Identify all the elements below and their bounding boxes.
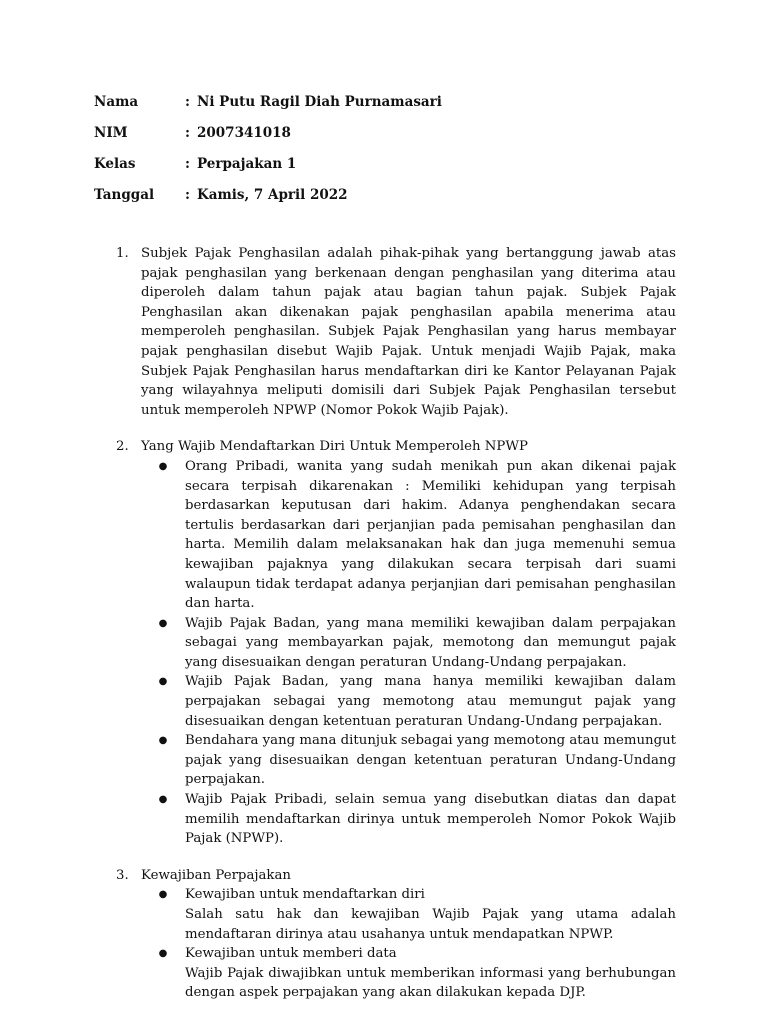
bullet-icon: ● — [158, 948, 168, 960]
info-value: 2007341018 — [197, 124, 291, 141]
bullet-icon: ● — [158, 889, 168, 901]
answer-section-2 — [116, 437, 676, 848]
bullet-icon: ● — [158, 460, 168, 472]
bullet-icon: ● — [158, 617, 168, 629]
info-separator: : — [185, 186, 190, 203]
list-item — [141, 944, 676, 1003]
list-item — [141, 885, 676, 944]
bullet-text: Wajib Pajak Badan, yang mana memiliki kewajiban dalam perpajakan sebagai yang membayarkan pajak, memotong dan memungut pajak yang disesuaikan dengan peraturan Undang-Undang perpajakan. — [185, 615, 676, 670]
bullet-list — [141, 457, 676, 849]
info-separator: : — [185, 124, 190, 141]
section-number: 3. — [116, 867, 129, 883]
list-item — [141, 457, 676, 614]
bullet-list — [141, 885, 676, 1003]
bullet-heading: Kewajiban untuk memberi data — [185, 946, 397, 962]
section-title: Yang Wajib Mendaftarkan Diri Untuk Memperoleh NPWP — [141, 439, 528, 455]
bullet-icon: ● — [158, 735, 168, 747]
section-number: 1. — [116, 246, 129, 261]
bullet-text: Bendahara yang mana ditunjuk sebagai yang memotong atau memungut pajak yang disesuaikan dengan ketentuan peraturan Undang-Undang perpajakan. — [185, 733, 677, 788]
list-item — [141, 790, 676, 849]
bullet-icon: ● — [158, 676, 168, 688]
list-item — [141, 614, 676, 673]
info-label: Tanggal — [94, 186, 155, 203]
info-value: Perpajakan 1 — [197, 155, 297, 172]
list-item — [141, 731, 676, 790]
bullet-icon: ● — [158, 794, 168, 806]
section-number: 2. — [116, 439, 129, 455]
info-label: Kelas — [94, 155, 136, 172]
list-item — [141, 672, 676, 731]
section-title: Kewajiban Perpajakan — [141, 867, 291, 883]
info-row-nama — [94, 86, 654, 117]
info-label: Nama — [94, 93, 139, 110]
bullet-heading: Kewajiban untuk mendaftarkan diri — [185, 887, 425, 903]
info-row-kelas — [94, 148, 654, 179]
bullet-text: Orang Pribadi, wanita yang sudah menikah pun akan dikenai pajak secara terpisah dikarenakan : Memiliki kehidupan yang terpisah berdasarkan keputusan dari hakim. Adanya penghendakan secara tertulis berdasarkan dari perjanjian pada pemisahan penghasilan dan harta. Memilih dalam melaksanakan hak dan juga memenuhi semua kewajiban pajaknya yang dilakukan secara terpisah dari suami walaupun tidak terdapat adanya perjanjian dari pemisahan penghasilan dan harta. — [185, 458, 676, 612]
bullet-text: Wajib Pajak Badan, yang mana hanya memiliki kewajiban dalam perpajakan sebagai yang memotong atau memungut pajak yang disesuaikan dengan ketentuan peraturan Undang-Undang perpajakan. — [185, 674, 676, 729]
info-row-tanggal — [94, 179, 654, 210]
answer-section-1 — [116, 244, 676, 420]
bullet-description: Salah satu hak dan kewajiban Wajib Pajak yang utama adalah mendaftaran dirinya atau usahanya untuk mendapatkan NPWP. — [185, 907, 676, 942]
info-label: NIM — [94, 124, 128, 141]
section-paragraph: Subjek Pajak Penghasilan adalah pihak-pihak yang bertanggung jawab atas pajak penghasilan yang berkenaan dengan penghasilan yang diterima atau diperoleh dalam tahun pajak atau bagian tahun pajak. Subjek Pajak Penghasilan akan dikenakan pajak penghasilan apabila menerima atau memperoleh penghasilan. Subjek Pajak Penghasilan yang harus membayar pajak penghasilan disebut Wajib Pajak. Untuk menjadi Wajib Pajak, maka Subjek Pajak Penghasilan harus mendaftarkan diri ke Kantor Pelayanan Pajak yang wilayahnya meliputi domisili dari Subjek Pajak Penghasilan tersebut untuk memperoleh NPWP (Nomor Pokok Wajib Pajak). — [141, 246, 676, 418]
student-info-header — [94, 86, 654, 210]
bullet-description: Wajib Pajak diwajibkan untuk memberikan informasi yang berhubungan dengan aspek perpajakan yang akan dilakukan kepada DJP. — [185, 965, 676, 1001]
answer-list — [116, 244, 676, 1020]
bullet-text: Wajib Pajak Pribadi, selain semua yang disebutkan diatas dan dapat memilih mendaftarkan dirinya untuk memperoleh Nomor Pokok Wajib Pajak (NPWP). — [185, 792, 676, 847]
answer-section-3 — [116, 866, 676, 1003]
info-value: Kamis, 7 April 2022 — [197, 186, 348, 203]
info-separator: : — [185, 155, 190, 172]
info-separator: : — [185, 93, 190, 110]
info-value: Ni Putu Ragil Diah Purnamasari — [197, 93, 442, 110]
info-row-nim — [94, 117, 654, 148]
